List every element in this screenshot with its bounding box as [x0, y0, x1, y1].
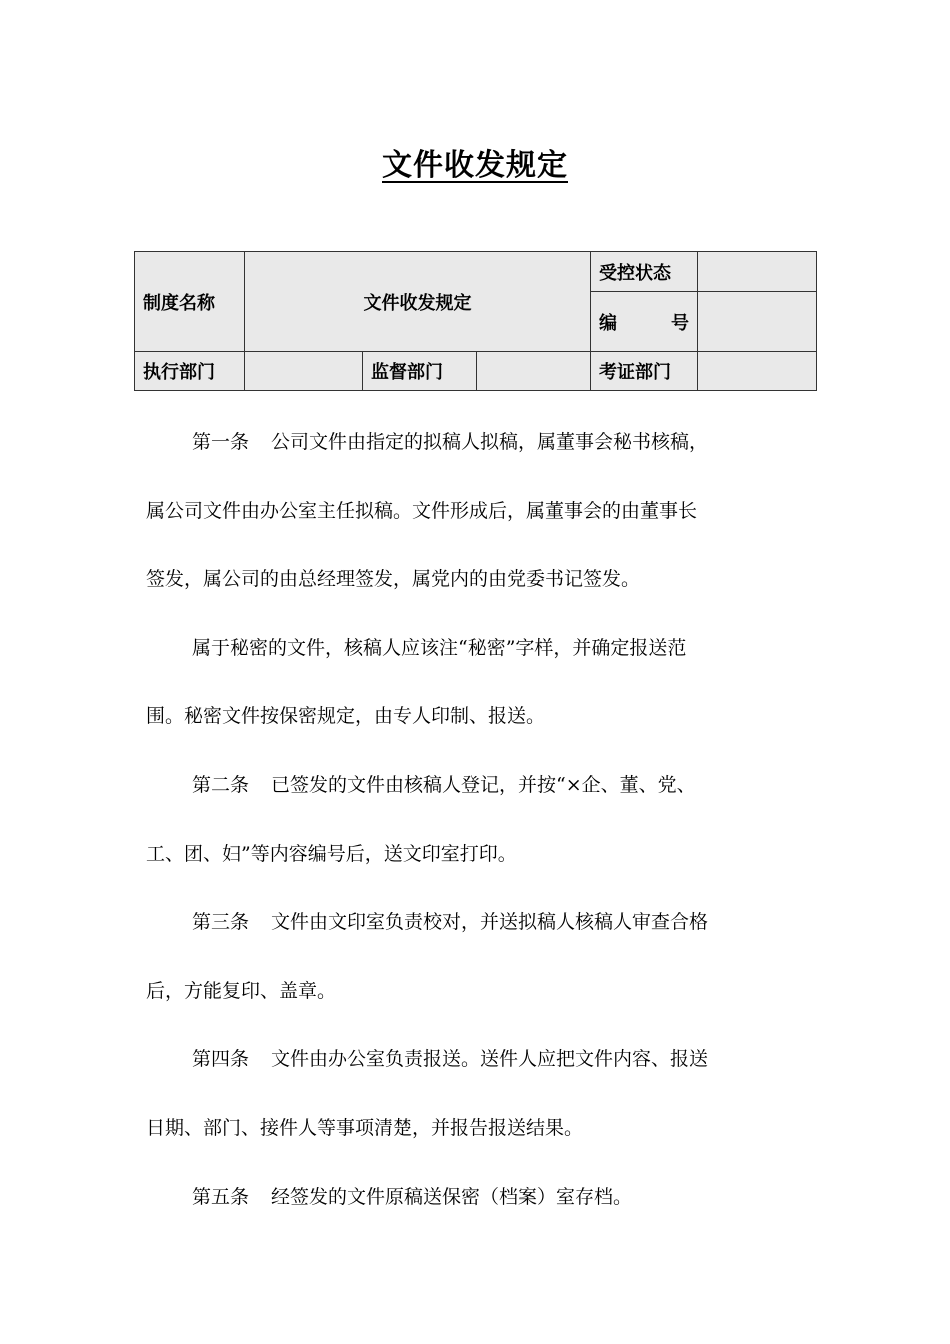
exec-dept-value: [245, 352, 363, 391]
paragraph-text: 已签发的文件由核稿人登记，并按“×企、董、党、: [271, 773, 696, 796]
article-4-line-2: 日期、部门、接件人等事项清楚，并报告报送结果。: [146, 1116, 584, 1139]
document-title: [0, 140, 950, 184]
article-heading: 第一条: [192, 431, 250, 453]
article-1-line-2: 属公司文件由办公室主任拟稿。文件形成后，属董事会的由董事长: [146, 499, 698, 522]
article-5-line-1: [146, 1175, 806, 1244]
article-heading: 第四条: [192, 1048, 250, 1071]
article-heading: 第二条: [192, 773, 250, 796]
control-status-label: 受控状态: [591, 252, 698, 292]
control-status-value: [698, 252, 817, 292]
regulation-name-value: 文件收发规定: [245, 252, 591, 352]
paragraph-text: 文件由文印室负责校对，并送拟稿人核稿人审查合格: [271, 911, 709, 934]
supervise-dept-label: 监督部门: [363, 352, 477, 391]
article-heading: 第三条: [192, 911, 250, 934]
exec-dept-label: 执行部门: [135, 352, 245, 391]
secret-para-line-1: 属于秘密的文件，核稿人应该注“秘密”字样，并确定报送范: [192, 636, 687, 659]
article-1-line-1: [146, 420, 806, 489]
number-label: 编号: [591, 292, 698, 352]
number-value: [698, 292, 817, 352]
article-2-line-2: 工、团、妇”等内容编号后，送文印室打印。: [146, 842, 517, 865]
verify-dept-value: [698, 352, 817, 391]
article-heading: 第五条: [192, 1185, 250, 1208]
article-2-line-1: [146, 763, 806, 832]
regulation-info-table: [134, 251, 817, 391]
article-3-line-1: [146, 900, 806, 969]
regulation-name-label: 制度名称: [135, 252, 245, 352]
document-title-text: 文件收发规定: [382, 148, 568, 183]
article-4-line-1: [146, 1037, 806, 1106]
supervise-dept-value: [477, 352, 591, 391]
document-body: [146, 420, 806, 1243]
article-1-line-3: 签发，属公司的由总经理签发，属党内的由党委书记签发。: [146, 568, 641, 591]
secret-para-line-2: 围。秘密文件按保密规定，由专人印制、报送。: [146, 705, 546, 728]
paragraph-text: 文件由办公室负责报送。送件人应把文件内容、报送: [271, 1048, 709, 1071]
paragraph-text: 经签发的文件原稿送保密（档案）室存档。: [271, 1185, 633, 1208]
article-3-line-2: 后，方能复印、盖章。: [146, 979, 337, 1002]
paragraph-text: 公司文件由指定的拟稿人拟稿，属董事会秘书核稿，: [271, 431, 709, 453]
verify-dept-label: 考证部门: [591, 352, 698, 391]
